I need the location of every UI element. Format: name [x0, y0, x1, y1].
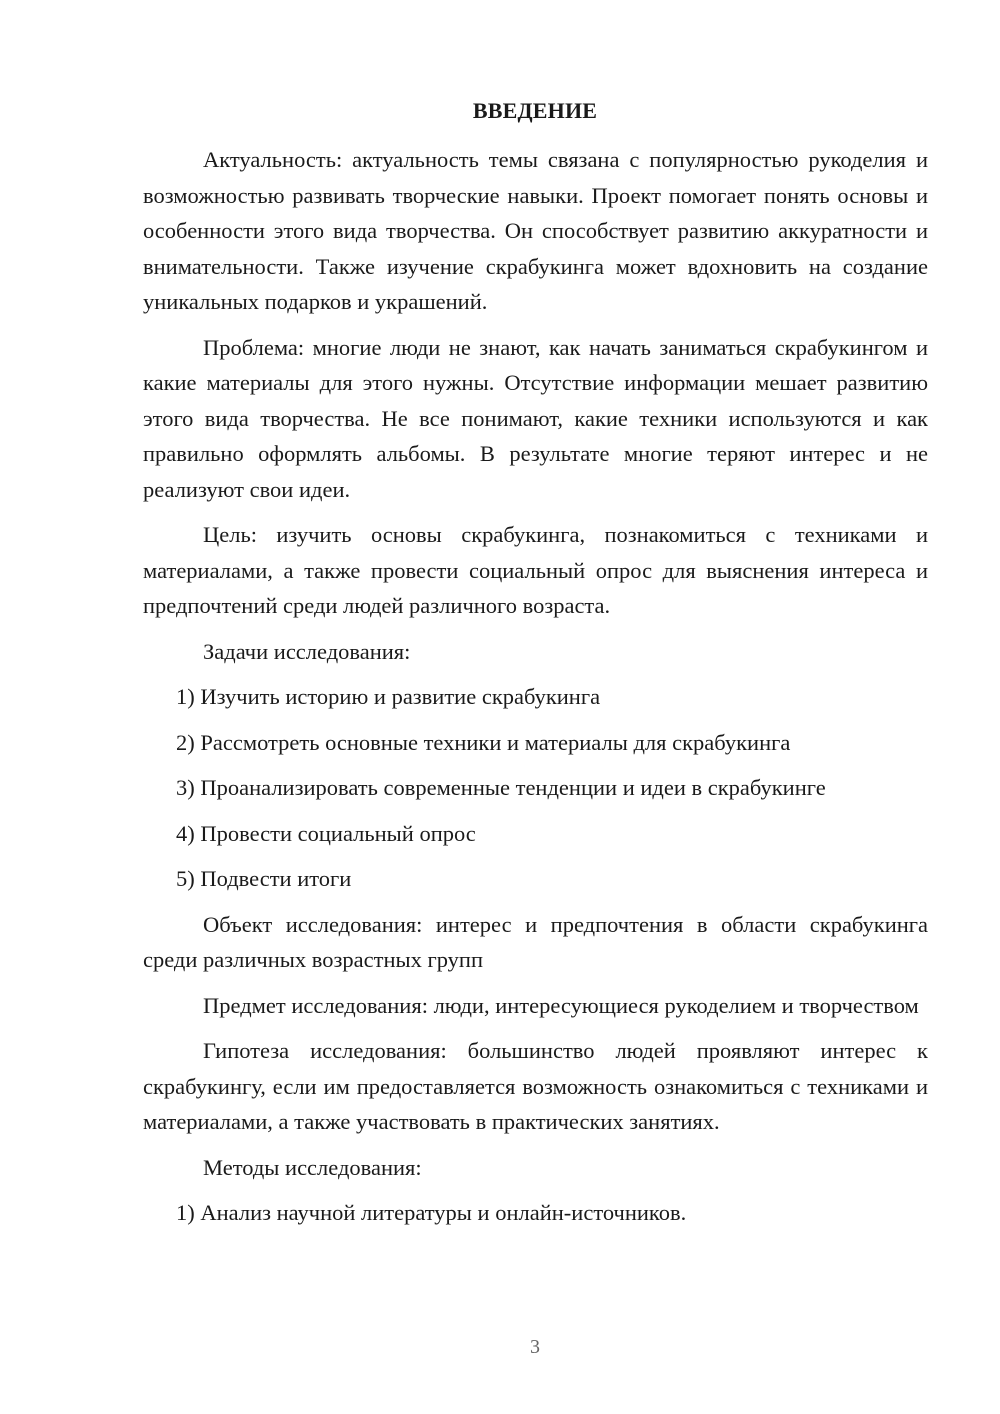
tasks-heading: Задачи исследования: [203, 638, 411, 664]
task-item: 5) Подвести итоги [176, 866, 352, 891]
relevance-paragraph: Актуальность: актуальность темы связана с популярностью рукоделия и возможностью развивать творческие навыки. Проект помогает понять основы и особенности этого вида творчества. Он способствует развитию аккуратности и внимательности. Также изучение скрабукинга может вдохновить на создание уникальных подарков и украшений. [143, 147, 928, 314]
section-title: ВВЕДЕНИЕ [472, 98, 598, 123]
task-item: 2) Рассмотреть основные техники и материалы для скрабукинга [176, 729, 791, 755]
methods-heading: Методы исследования: [203, 1154, 422, 1180]
task-item: 4) Провести социальный опрос [176, 820, 476, 846]
subject-paragraph: Предмет исследования: люди, интересующиеся рукоделием и творчеством [203, 992, 919, 1018]
task-item: 3) Проанализировать современные тенденции и идеи в скрабукинге [176, 775, 826, 800]
task-item: 1) Изучить историю и развитие скрабукинга [176, 684, 601, 709]
goal-paragraph: Цель: изучить основы скрабукинга, познакомиться с техниками и материалами, а также провести социальный опрос для выяснения интереса и предпочтений среди людей различного возраста. [143, 522, 928, 618]
hypothesis-paragraph: Гипотеза исследования: большинство людей проявляют интерес к скрабукингу, если им предоставляется возможность ознакомиться с техниками и материалами, а также участвовать в практических занятиях. [143, 1038, 928, 1134]
method-item: 1) Анализ научной литературы и онлайн-источников. [176, 1200, 687, 1225]
document-body [143, 142, 928, 1241]
problem-paragraph: Проблема: многие люди не знают, как начать заниматься скрабукингом и какие материалы для этого нужны. Отсутствие информации мешает развитию этого вида творчества. Не все понимают, какие техники используются и как правильно оформлять альбомы. В результате многие теряют интерес и не реализуют свои идеи. [143, 334, 928, 502]
object-paragraph: Объект исследования: интерес и предпочтения в области скрабукинга среди различных возрастных групп [143, 911, 928, 972]
page-number: 3 [530, 1336, 540, 1358]
